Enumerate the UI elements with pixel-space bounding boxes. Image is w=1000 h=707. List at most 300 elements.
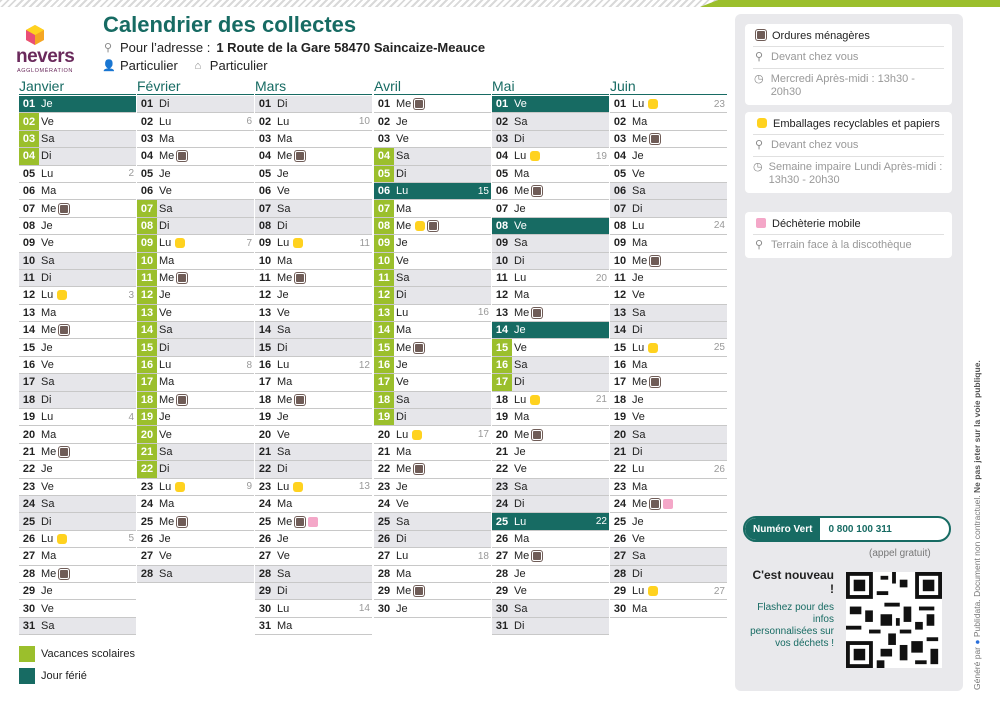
calendar-day xyxy=(137,566,254,583)
calendar-day xyxy=(374,148,491,165)
day-number: 14 xyxy=(374,322,394,338)
day-name: Me xyxy=(396,219,412,232)
day-number: 22 xyxy=(258,463,272,476)
day-name: Je xyxy=(396,115,408,128)
day-name: Je xyxy=(396,480,408,493)
calendar-day xyxy=(610,461,727,478)
day-number: 07 xyxy=(495,202,509,215)
day-name: Sa xyxy=(632,550,646,563)
trash-bin-icon xyxy=(295,273,305,283)
clock-icon: ◷ xyxy=(753,161,763,173)
trash-bin-icon xyxy=(59,569,69,579)
calendar-day xyxy=(492,218,609,235)
day-name: Di xyxy=(41,150,52,163)
day-name: Je xyxy=(632,272,644,285)
recycle-bin-icon xyxy=(412,430,422,440)
day-number: 21 xyxy=(22,446,36,458)
day-name: Ve xyxy=(396,498,409,511)
calendar-day xyxy=(610,409,727,426)
day-number: 11 xyxy=(374,270,394,286)
calendar-day xyxy=(19,96,136,113)
day-name: Sa xyxy=(41,619,55,632)
calendar-day xyxy=(610,253,727,270)
day-name: Sa xyxy=(159,202,173,215)
day-name: Je xyxy=(277,411,289,424)
trash-bin-icon xyxy=(59,447,69,457)
day-number: 22 xyxy=(137,461,157,477)
day-name: Di xyxy=(632,567,643,580)
day-number: 20 xyxy=(137,426,157,442)
calendar-day xyxy=(610,444,727,461)
calendar-day xyxy=(255,409,372,426)
day-number: 01 xyxy=(22,98,36,111)
top-accent xyxy=(700,0,1000,7)
calendar-day xyxy=(492,496,609,513)
day-number: 05 xyxy=(374,166,394,182)
calendar-day xyxy=(137,253,254,270)
day-name: Di xyxy=(632,202,643,215)
month-column xyxy=(137,78,254,583)
qr-code-icon[interactable] xyxy=(846,572,942,668)
day-number: 03 xyxy=(495,132,509,145)
day-number: 23 xyxy=(377,480,391,493)
trash-bin-icon xyxy=(414,99,424,109)
day-number: 17 xyxy=(613,376,627,389)
day-number: 16 xyxy=(258,359,272,372)
day-name: Ve xyxy=(277,185,290,198)
day-name: Di xyxy=(396,411,407,424)
day-name: Ma xyxy=(277,132,293,145)
day-name: Me xyxy=(159,515,175,528)
calendar-day xyxy=(610,200,727,217)
calendar-day xyxy=(492,479,609,496)
day-name: Lu xyxy=(632,463,645,476)
day-name: Di xyxy=(632,324,643,337)
calendar-day xyxy=(137,322,254,339)
publidata-logo-icon: ● xyxy=(972,639,982,645)
calendar-day xyxy=(492,253,609,270)
calendar-day xyxy=(137,183,254,200)
calendar-day xyxy=(610,270,727,287)
day-name: Ve xyxy=(514,219,527,232)
day-name: Je xyxy=(514,567,526,580)
day-name: Ve xyxy=(41,359,54,372)
day-number: 25 xyxy=(495,515,509,528)
week-number: 15 xyxy=(477,185,489,197)
day-number: 20 xyxy=(377,428,391,441)
week-number: 14 xyxy=(358,603,370,615)
day-number: 17 xyxy=(22,376,36,389)
decheterie-icon xyxy=(756,218,766,228)
day-number: 30 xyxy=(495,602,509,615)
day-name: Me xyxy=(632,498,648,511)
day-number: 16 xyxy=(137,357,157,373)
day-number: 19 xyxy=(22,411,36,424)
legend-ferie: Jour férié xyxy=(41,670,87,682)
day-name: Sa xyxy=(396,515,410,528)
calendar-day xyxy=(137,166,254,183)
day-name: Di xyxy=(277,585,288,598)
trash-bin-icon xyxy=(650,377,660,387)
day-number: 21 xyxy=(613,446,627,458)
day-number: 02 xyxy=(258,115,272,128)
calendar-day xyxy=(610,496,727,513)
day-name: Ve xyxy=(396,254,409,267)
calendar-day xyxy=(610,287,727,304)
week-number: 27 xyxy=(713,585,725,597)
day-name: Lu xyxy=(277,237,290,250)
week-number: 18 xyxy=(477,550,489,562)
day-number: 12 xyxy=(22,289,36,302)
calendar-day xyxy=(19,322,136,339)
day-name: Ma xyxy=(514,289,530,302)
trash-bin-icon xyxy=(295,395,305,405)
day-number: 25 xyxy=(613,515,627,528)
day-name: Me xyxy=(159,393,175,406)
card-ordures-when: Mercredi Après-midi : 13h30 - 20h30 xyxy=(770,73,915,98)
calendar-day xyxy=(19,200,136,217)
day-name: Ma xyxy=(159,254,175,267)
calendar-day xyxy=(374,305,491,322)
calendar-day xyxy=(19,618,136,635)
day-name: Ve xyxy=(632,289,645,302)
day-number: 26 xyxy=(140,532,154,545)
legend xyxy=(19,646,135,690)
calendar-day xyxy=(19,374,136,391)
calendar-day xyxy=(255,461,372,478)
calendar-day xyxy=(374,96,491,113)
calendar-day xyxy=(19,513,136,530)
week-number: 2 xyxy=(128,168,134,180)
day-number: 18 xyxy=(374,392,394,408)
calendar-day xyxy=(255,357,372,374)
recycle-bin-icon xyxy=(57,290,67,300)
calendar-day xyxy=(255,566,372,583)
recycle-bin-icon xyxy=(175,238,185,248)
day-name: Lu xyxy=(159,480,172,493)
day-number: 24 xyxy=(258,498,272,511)
address-label: Pour l’adresse : xyxy=(120,40,211,55)
week-number: 17 xyxy=(477,429,489,441)
day-number: 11 xyxy=(496,272,508,285)
calendar-day xyxy=(374,444,491,461)
day-number: 09 xyxy=(374,235,394,251)
calendar-day xyxy=(137,374,254,391)
day-number: 04 xyxy=(495,150,509,163)
day-name: Lu xyxy=(632,585,645,598)
day-name: Ve xyxy=(632,411,645,424)
day-number: 25 xyxy=(258,515,272,528)
calendar-day xyxy=(610,513,727,530)
day-number: 26 xyxy=(22,532,36,545)
day-number: 04 xyxy=(258,150,272,163)
calendar-day xyxy=(255,444,372,461)
decheterie-icon xyxy=(308,517,318,527)
day-name: Di xyxy=(514,619,525,632)
day-name: Me xyxy=(277,393,293,406)
day-number: 14 xyxy=(137,322,157,338)
day-name: Me xyxy=(277,272,293,285)
calendar-day xyxy=(255,305,372,322)
day-name: Ma xyxy=(632,602,648,615)
location-pin-icon: ⚲ xyxy=(103,41,113,54)
trash-bin-icon xyxy=(59,204,69,214)
day-number: 19 xyxy=(613,411,627,424)
day-number: 31 xyxy=(258,619,272,632)
day-name: Me xyxy=(41,567,57,580)
calendar-day xyxy=(492,444,609,461)
recycle-bin-icon xyxy=(57,534,67,544)
day-number: 13 xyxy=(137,305,157,321)
day-number: 21 xyxy=(258,446,272,458)
calendar-day xyxy=(137,496,254,513)
calendar-day xyxy=(19,270,136,287)
calendar-day xyxy=(610,131,727,148)
day-name: Ve xyxy=(41,480,54,493)
day-name: Me xyxy=(632,254,648,267)
day-number: 19 xyxy=(137,409,157,425)
day-number: 24 xyxy=(613,498,627,511)
day-name: Ve xyxy=(396,132,409,145)
calendar-day xyxy=(19,600,136,617)
day-name: Lu xyxy=(159,359,172,372)
calendar-day xyxy=(137,513,254,530)
calendar-day xyxy=(492,270,609,287)
day-number: 21 xyxy=(377,446,391,458)
day-name: Lu xyxy=(632,98,645,111)
recycle-bin-icon xyxy=(757,118,767,128)
calendar-day xyxy=(255,287,372,304)
trash-bin-icon xyxy=(177,517,187,527)
calendar-day xyxy=(19,339,136,356)
calendar-day xyxy=(137,444,254,461)
day-name: Di xyxy=(159,341,170,354)
day-number: 17 xyxy=(492,374,512,390)
numero-vert-phone[interactable]: 0 800 100 311 xyxy=(828,523,892,535)
day-name: Lu xyxy=(396,428,409,441)
day-name: Ve xyxy=(159,185,172,198)
week-number: 26 xyxy=(713,463,725,475)
calendar-day xyxy=(610,305,727,322)
calendar-day xyxy=(255,183,372,200)
day-name: Je xyxy=(514,446,526,458)
day-number: 10 xyxy=(495,254,509,267)
day-name: Me xyxy=(396,98,412,111)
day-number: 05 xyxy=(613,167,627,180)
calendar-day xyxy=(255,531,372,548)
day-name: Sa xyxy=(277,202,291,215)
calendar-day xyxy=(19,235,136,252)
calendar-day xyxy=(610,600,727,617)
calendar-day xyxy=(19,253,136,270)
day-number: 19 xyxy=(374,409,394,425)
calendar-day xyxy=(492,113,609,130)
day-number: 12 xyxy=(613,289,627,302)
calendar-day xyxy=(19,479,136,496)
day-number: 27 xyxy=(258,550,272,563)
recycle-bin-icon xyxy=(530,151,540,161)
calendar-day xyxy=(374,253,491,270)
ferie-swatch xyxy=(19,668,35,684)
day-number: 22 xyxy=(495,463,509,476)
location-pin-icon: ⚲ xyxy=(754,51,764,63)
day-name: Lu xyxy=(159,115,172,128)
day-number: 24 xyxy=(377,498,391,511)
day-name: Ma xyxy=(159,132,175,145)
day-name: Sa xyxy=(41,376,55,389)
month-name: Juin xyxy=(610,78,636,94)
day-name: Me xyxy=(632,376,648,389)
day-number: 09 xyxy=(258,237,272,250)
numero-vert[interactable] xyxy=(743,516,951,542)
side-brand: Publidata. xyxy=(972,599,982,638)
day-number: 08 xyxy=(495,219,509,232)
calendar-day xyxy=(492,287,609,304)
day-name: Sa xyxy=(277,567,291,580)
calendar-day xyxy=(492,166,609,183)
calendar-day xyxy=(610,113,727,130)
day-name: Di xyxy=(514,132,525,145)
trash-bin-icon xyxy=(650,256,660,266)
address-value: 1 Route de la Gare 58470 Saincaize-Meauce xyxy=(216,40,486,55)
day-number: 11 xyxy=(23,272,35,285)
day-name: Je xyxy=(277,167,289,180)
day-number: 21 xyxy=(137,444,157,460)
month-name: Janvier xyxy=(19,78,65,94)
day-number: 18 xyxy=(258,393,272,406)
day-number: 07 xyxy=(137,200,157,216)
profile-type-1: Particulier xyxy=(120,58,178,73)
calendar-day xyxy=(255,600,372,617)
calendar-day xyxy=(374,409,491,426)
calendar-day xyxy=(19,461,136,478)
day-name: Sa xyxy=(632,185,646,198)
day-number: 01 xyxy=(377,98,391,111)
calendar-day xyxy=(255,496,372,513)
calendar-day xyxy=(137,461,254,478)
day-number: 27 xyxy=(377,550,391,563)
card-ordures-where: Devant chez vous xyxy=(771,51,859,63)
day-number: 27 xyxy=(22,550,36,563)
profile-row xyxy=(102,58,268,73)
calendar-day xyxy=(610,374,727,391)
week-number: 7 xyxy=(246,237,252,249)
day-number: 11 xyxy=(614,272,626,285)
calendar-day xyxy=(19,218,136,235)
calendar-day xyxy=(374,531,491,548)
calendar-day xyxy=(19,583,136,600)
day-number: 05 xyxy=(258,167,272,180)
day-number: 18 xyxy=(613,393,627,406)
day-number: 15 xyxy=(374,339,394,355)
day-number: 19 xyxy=(258,411,272,424)
day-number: 29 xyxy=(613,585,627,598)
legend-vacances: Vacances scolaires xyxy=(41,648,135,660)
house-icon: ⌂ xyxy=(194,59,202,72)
card-decheterie xyxy=(745,212,952,258)
day-number: 13 xyxy=(374,305,394,321)
calendar-day xyxy=(610,322,727,339)
day-number: 21 xyxy=(495,446,509,458)
day-number: 28 xyxy=(140,567,154,580)
calendar-day xyxy=(610,479,727,496)
day-name: Je xyxy=(632,150,644,163)
calendar-day xyxy=(255,218,372,235)
day-name: Ma xyxy=(277,254,293,267)
day-number: 31 xyxy=(22,619,36,632)
day-name: Je xyxy=(514,202,526,215)
day-number: 09 xyxy=(137,235,157,251)
calendar-day xyxy=(255,583,372,600)
day-number: 16 xyxy=(374,357,394,373)
day-number: 27 xyxy=(140,550,154,563)
day-name: Di xyxy=(514,254,525,267)
calendar-day xyxy=(374,287,491,304)
trash-bin-icon xyxy=(59,325,69,335)
recycle-bin-icon xyxy=(293,238,303,248)
day-name: Ma xyxy=(159,498,175,511)
trash-bin-icon xyxy=(650,499,660,509)
month-column xyxy=(610,78,727,618)
day-name: Lu xyxy=(632,341,645,354)
calendar-day xyxy=(19,392,136,409)
calendar-day xyxy=(374,392,491,409)
trash-bin-icon xyxy=(532,186,542,196)
side-disclaimer xyxy=(972,360,982,690)
day-name: Lu xyxy=(41,289,54,302)
day-name: Lu xyxy=(277,480,290,493)
day-number: 30 xyxy=(22,602,36,615)
calendar-day xyxy=(19,183,136,200)
calendar-day xyxy=(492,148,609,165)
day-name: Sa xyxy=(514,480,528,493)
day-name: Je xyxy=(277,289,289,302)
calendar-day xyxy=(492,513,609,530)
trash-bin-icon xyxy=(650,134,660,144)
card-ordures xyxy=(745,24,952,105)
day-number: 04 xyxy=(19,148,39,164)
calendar-day xyxy=(255,96,372,113)
week-number: 22 xyxy=(595,516,607,528)
day-name: Lu xyxy=(396,306,409,319)
calendar-day xyxy=(19,444,136,461)
day-name: Je xyxy=(396,359,408,372)
day-name: Ve xyxy=(159,550,172,563)
day-number: 25 xyxy=(140,515,154,528)
card-emballages-title: Emballages recyclables et papiers xyxy=(773,118,940,130)
calendar-day xyxy=(492,426,609,443)
day-number: 02 xyxy=(19,113,39,129)
day-name: Je xyxy=(632,393,644,406)
day-name: Lu xyxy=(396,185,409,198)
month-column xyxy=(19,78,136,635)
calendar-day xyxy=(19,496,136,513)
day-number: 15 xyxy=(613,341,627,354)
day-name: Je xyxy=(514,324,526,337)
day-name: Di xyxy=(159,463,170,476)
trash-bin-icon xyxy=(532,551,542,561)
day-number: 14 xyxy=(22,324,36,337)
day-number: 24 xyxy=(140,498,154,511)
day-number: 06 xyxy=(22,185,36,198)
day-name: Sa xyxy=(514,359,528,372)
day-number: 25 xyxy=(377,515,391,528)
day-number: 10 xyxy=(613,254,627,267)
day-name: Lu xyxy=(41,532,54,545)
day-number: 16 xyxy=(613,359,627,372)
day-name: Di xyxy=(277,219,288,232)
appel-gratuit: (appel gratuit) xyxy=(869,548,931,559)
